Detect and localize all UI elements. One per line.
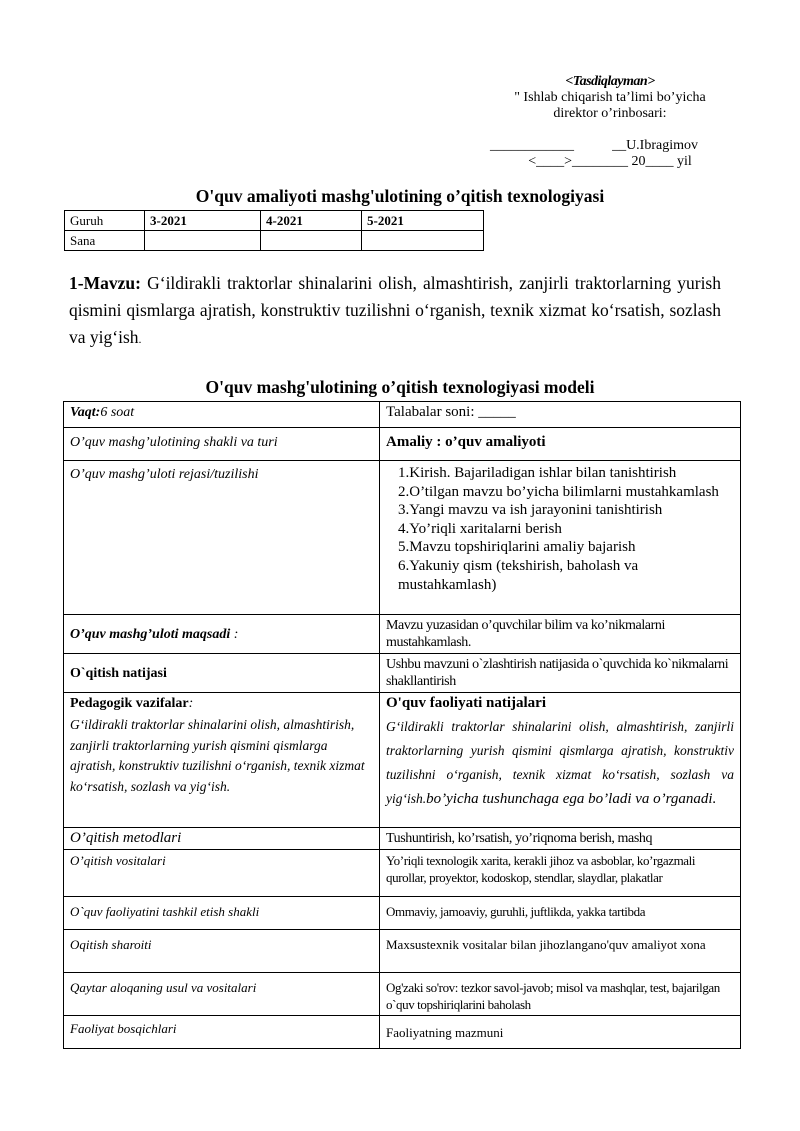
result-value: Ushbu mavzuni o`zlashtirish natijasida o`quvchida ko`nikmalarni shakllantirish [380,654,741,693]
time-value: 6 soat [100,405,135,420]
conditions-label: Oqitish sharoiti [64,930,380,973]
group-cell: 4-2021 [261,211,362,231]
approval-line-1: " Ishlab chiqarish ta’limi bo’yicha [514,90,706,105]
approval-line-2: direktor o’rinbosari: [553,106,667,121]
stages-label: Faoliyat bosqichlari [64,1016,380,1049]
list-item: 6.Yakuniy qism (tekshirish, baholash va mustahkamlash) [398,557,639,593]
signature-blank: ____________ [490,138,574,153]
plan-cell [380,461,741,615]
pedagogic-label: Pedagogik vazifalar [70,696,189,711]
pedagogic-colon: : [188,696,194,711]
feedback-label: Qaytar aloqaning usul va vositalari [64,973,380,1016]
means-label: O’qitish vositalari [64,850,380,897]
table-row [64,973,741,1016]
activity-label: O'quv faoliyati natijalari [386,695,547,711]
group-table [64,210,484,251]
time-label: Vaqt: [70,405,101,420]
methods-label: O’qitish metodlari [64,828,380,850]
methods-value: Tushuntirish, ko’rsatish, yo’riqnoma berish, mashq [380,828,741,850]
signature-line [470,138,750,154]
students-cell: Talabalar soni: _____ [380,402,741,428]
date-row [65,231,484,251]
plan-label: O’quv mashg’uloti rejasi/tuzilishi [64,461,380,615]
model-title: O'quv mashg'ulotining o’qitish texnologiyasi modeli [205,377,595,397]
org-label: O`quv faoliyatini tashkil etish shakli [64,897,380,930]
approval-date: <____>________ 20____ yil [528,154,692,169]
table-row [64,654,741,693]
approval-block [470,74,750,170]
topic-label: 1-Mavzu: [69,273,141,293]
time-cell [64,402,380,428]
group-cell: 3-2021 [145,211,261,231]
table-row [64,850,741,897]
list-item: 5.Mavzu topshiriqlarini amaliy bajarish [398,539,636,556]
org-value: Ommaviy, jamoaviy, guruhli, juftlikda, yakka tartibda [380,897,741,930]
group-row [65,211,484,231]
table-row [64,828,741,850]
activity-text: G‘ildirakli traktorlar shinalarini olish, almashtirish, zanjirli traktorlarning yurish qismini qismlarga ajratish, konstruktiv tuzilishni o‘rganish, texnik xizmat ko‘rsatish, sozlash va yig‘ish. [386,719,734,806]
group-cell: 5-2021 [362,211,484,231]
date-cell [362,231,484,251]
plan-list [386,464,734,594]
stages-value: Faoliyatning mazmuni [380,1016,741,1049]
pedagogic-cell [64,693,380,828]
activity-tail: bo’yicha tushunchaga ega bo’ladi va o’rganadi. [426,791,717,807]
form-value: Amaliy : o’quv amaliyoti [380,428,741,461]
goal-label-cell [64,615,380,654]
goal-label: O’quv mashg’uloti maqsadi [70,626,231,642]
table-row [64,693,741,828]
date-cell [261,231,362,251]
conditions-value: Maxsustexnik vositalar bilan jihozlangano'quv amaliyot xona [380,930,741,973]
activity-cell [380,693,741,828]
topic-end: . [138,332,142,346]
document-title: O'quv amaliyoti mashg'ulotining o’qitish texnologiyasi [195,186,605,206]
approval-title: <Tasdiqlayman> [565,74,655,89]
list-item: 2.O’tilgan mavzu bo’yicha bilimlarni mustahkamlash [398,483,719,500]
model-table [63,401,741,1049]
list-item: 3.Yangi mavzu va ish jarayonini tanishtirish [398,502,663,519]
list-item: 1.Kirish. Bajariladigan ishlar bilan tanishtirish [398,465,677,481]
table-row [64,1016,741,1049]
table-row [64,461,741,615]
goal-value: Mavzu yuzasidan o’quvchilar bilim va ko’nikmalarni mustahkamlash. [380,615,741,654]
list-item: 4.Yo’riqli xaritalarni berish [398,520,562,537]
group-label: Guruh [65,211,145,231]
activity-text-block [386,715,734,811]
date-label: Sana [65,231,145,251]
topic-paragraph [69,270,721,353]
signature-name: __U.Ibragimov [612,138,698,153]
table-row [64,930,741,973]
table-row [64,615,741,654]
topic-text: G‘ildirakli traktorlar shinalarini olish, almashtirish, zanjirli traktorlarning yurish qismini qismlarga ajratish, konstruktiv tuzilishni o‘rganish, texnik xizmat ko‘rsatish, sozlash va yig‘ish [69,273,721,347]
goal-colon: : [230,626,239,642]
date-cell [145,231,261,251]
form-label: O’quv mashg’ulotining shakli va turi [64,428,380,461]
feedback-value: Og'zaki so'rov: tezkor savol-javob; misol va mashqlar, test, bajarilgan o`quv topshiriqlarini baholash [380,973,741,1016]
table-row [64,897,741,930]
result-label: O`qitish natijasi [64,654,380,693]
table-row [64,402,741,428]
means-value: Yo’riqli texnologik xarita, kerakli jihoz va asboblar, ko’rgazmali qurollar, proyektor, kodoskop, stendlar, slaydlar, plakatlar [380,850,741,897]
pedagogic-text: G‘ildirakli traktorlar shinalarini olish, almashtirish, zanjirli traktorlarning yurish qismini qismlarga ajratish, konstruktiv tuzilishni o‘rganish, texnik xizmat ko‘rsatish, sozlash va yig‘ish. [70,717,365,794]
table-row [64,428,741,461]
